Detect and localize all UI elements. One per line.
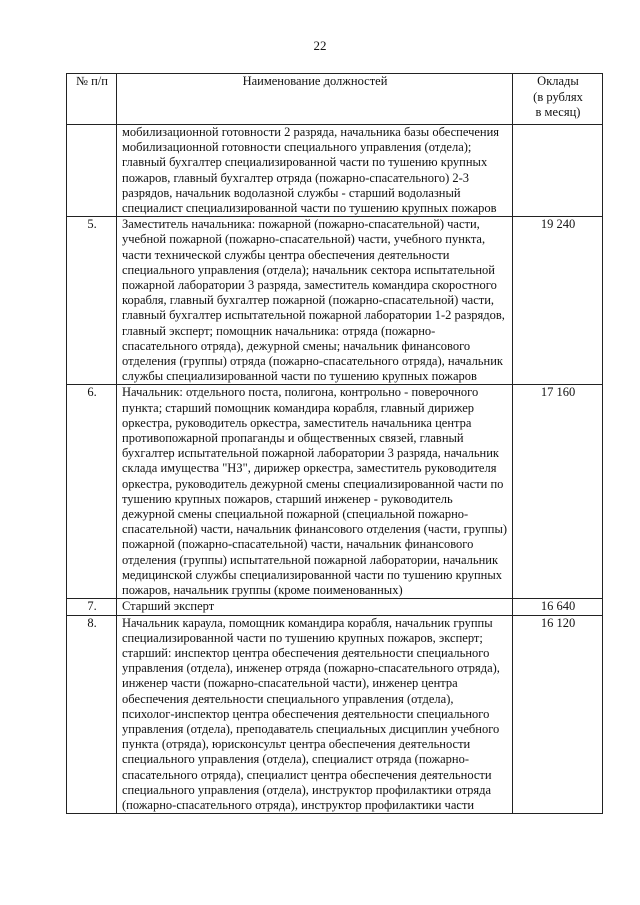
row-salary: 17 160 (513, 385, 603, 599)
header-position-name: Наименование должностей (117, 74, 513, 125)
row-position-name: Заместитель начальника: пожарной (пожарно-спасательной) части, учебной пожарной (пожарно-спасательной) части, учебного пункта, части технической службы центра обеспечения деятельности специального управления (отдела); начальник сектора испытательной пожарной лаборатории 3 разряда, заместитель командира скоростного корабля, главный бухгалтер пожарной (пожарно-спасательной) части, главный бухгалтер испытательной пожарной лаборатории 1-2 разрядов, главный эксперт; помощник начальника: отряда (пожарно-спасательного отряда), дежурной смены; начальник финансового отделения (группы) отряда (пожарно-спасательного отряда), начальник службы специализированной части по тушению крупных пожаров (117, 217, 513, 385)
row-number: 8. (67, 615, 117, 814)
table-row (67, 599, 603, 615)
row-number: 6. (67, 385, 117, 599)
row-salary: 19 240 (513, 217, 603, 385)
table-header-row (67, 74, 603, 125)
header-number: № п/п (67, 74, 117, 125)
row-position-name: мобилизационной готовности 2 разряда, начальника базы обеспечения мобилизационной готовности специального управления (отдела); главный бухгалтер специализированной части по тушению крупных пожаров, главный бухгалтер отряда (пожарно-спасательного) 2-3 разрядов, начальник водолазной службы - старший водолазный специалист специализированной части по тушению крупных пожаров (117, 125, 513, 217)
header-salary-line-3: в месяц) (535, 105, 581, 120)
positions-salary-table (66, 73, 603, 814)
table-row (67, 385, 603, 599)
row-salary: 16 120 (513, 615, 603, 814)
header-salary (513, 74, 603, 125)
table-row (67, 615, 603, 814)
header-salary-line-1: Оклады (537, 74, 579, 88)
row-number: 7. (67, 599, 117, 615)
row-position-name: Начальник караула, помощник командира корабля, начальник группы специализированной части по тушению крупных пожаров, эксперт; старший: инспектор центра обеспечения деятельности специального управления (отдела), инженер отряда (пожарно-спасательного отряда), инженер части (пожарно-спасательной части), инженер центра обеспечения деятельности специального управления (отдела), психолог-инспектор центра обеспечения деятельности специального управления (отдела), преподаватель специальных дисциплин учебного пункта (отряда), юрисконсульт центра обеспечения деятельности специального управления (отдела), специалист отряда (пожарно-спасательного отряда), специалист центра обеспечения деятельности специального управления (отдела), инструктор профилактики отряда (пожарно-спасательного отряда), инструктор профилактики части (117, 615, 513, 814)
row-salary (513, 125, 603, 217)
row-position-name: Старший эксперт (117, 599, 513, 615)
table-row (67, 217, 603, 385)
header-salary-line-2: (в рублях (533, 89, 583, 104)
row-salary: 16 640 (513, 599, 603, 615)
row-number (67, 125, 117, 217)
page-number: 22 (313, 38, 327, 53)
table-row (67, 125, 603, 217)
row-position-name: Начальник: отдельного поста, полигона, контрольно - поверочного пункта; старший помощник командира корабля, главный дирижер оркестра, руководитель оркестра, заместитель начальника центра противопожарной пропаганды и общественных связей, главный бухгалтер испытательной пожарной лаборатории 3 разряда, начальник склада имущества "НЗ", дирижер оркестра, заместитель руководителя оркестра, руководитель дежурной смены специализированной части по тушению крупных пожаров, старший инженер - руководитель дежурной смены специальной пожарной (специальной пожарно-спасательной) части, начальник финансового отделения (части, группы) пожарной (пожарно-спасательной) части, начальник финансового отделения (группы) испытательной пожарной лаборатории, начальник медицинской службы специализированной части по тушению крупных пожаров, начальник группы (кроме поименованных) (117, 385, 513, 599)
row-number: 5. (67, 217, 117, 385)
